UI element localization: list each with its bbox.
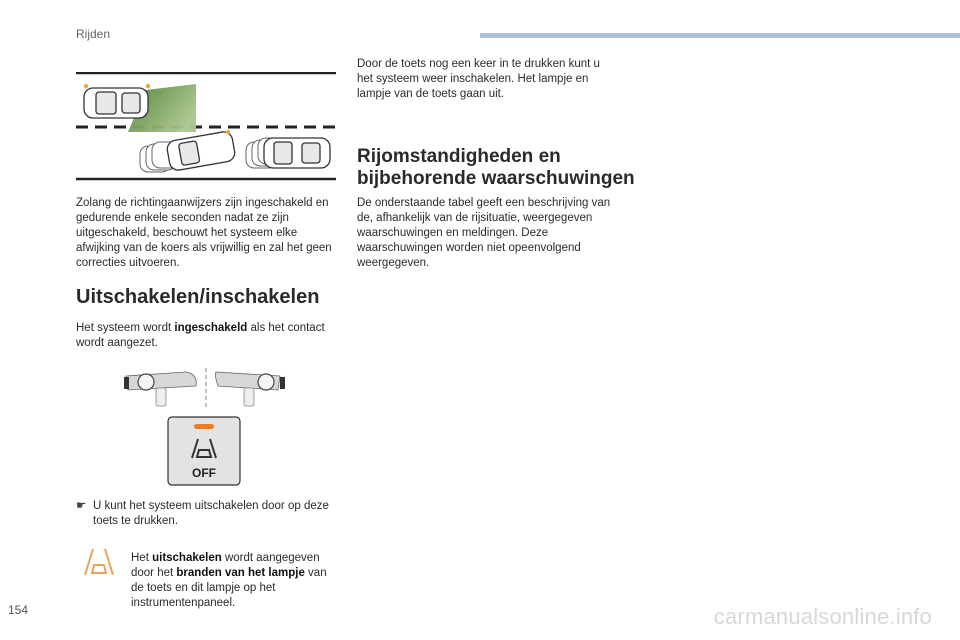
note-text-2: wordt aangegeven door het bbox=[131, 551, 320, 579]
watermark: carmanualsonline.info bbox=[713, 604, 932, 629]
section-heading-disable: Uitschakelen/inschakelen bbox=[76, 286, 320, 308]
note-text-3: van de toets en dit lampje op het instrumentenpaneel. bbox=[131, 566, 327, 609]
page-number: 154 bbox=[8, 603, 29, 617]
intro-paragraph: Zolang de richtingaanwijzers zijn ingeschakeld en gedurende enkele seconden nadat ze zijn uitgeschakeld, beschouwt het systeem elke afwijking van de koers als vrijwillig en zal het geen correcties uitvoeren. bbox=[76, 197, 332, 269]
steering-stalk-icon bbox=[120, 366, 292, 412]
section-heading-warnings: Rijomstandigheden en bijbehorende waarschuwingen bbox=[357, 146, 635, 189]
note-bold-1: uitschakelen bbox=[152, 551, 222, 564]
note-text-1: Het bbox=[131, 551, 153, 564]
deactivation-note bbox=[131, 551, 331, 611]
activation-text-suffix: als het contact wordt aangezet. bbox=[76, 322, 325, 349]
bullet-mark: ☛ bbox=[76, 500, 87, 512]
description-paragraph: De onderstaande tabel geeft een beschrijving van de, afhankelijk van de rijsituatie, weergegeven waarschuwingen en meldingen. Deze waarschuwingen worden niet opeenvolgend weergegeven. bbox=[357, 197, 611, 269]
header-bar bbox=[480, 33, 960, 38]
road-illustration bbox=[76, 72, 338, 182]
note-bold-2: branden van het lampje bbox=[176, 566, 305, 579]
bullet-text: U kunt het systeem uitschakelen door op deze toets te drukken. bbox=[93, 500, 329, 527]
lane-keep-off-button[interactable] bbox=[167, 416, 241, 486]
activation-bold: ingeschakeld bbox=[174, 322, 248, 334]
lane-warning-icon bbox=[83, 547, 115, 577]
activation-text-prefix: Het systeem wordt bbox=[76, 322, 175, 334]
activation-paragraph bbox=[76, 321, 326, 351]
page-header-title: Rijden bbox=[76, 27, 111, 41]
off-button-label: OFF bbox=[192, 466, 216, 480]
reactivate-paragraph: Door de toets nog een keer in te drukken kunt u het systeem weer inschakelen. Het lampje en lampje van de toets gaan uit. bbox=[357, 58, 600, 100]
